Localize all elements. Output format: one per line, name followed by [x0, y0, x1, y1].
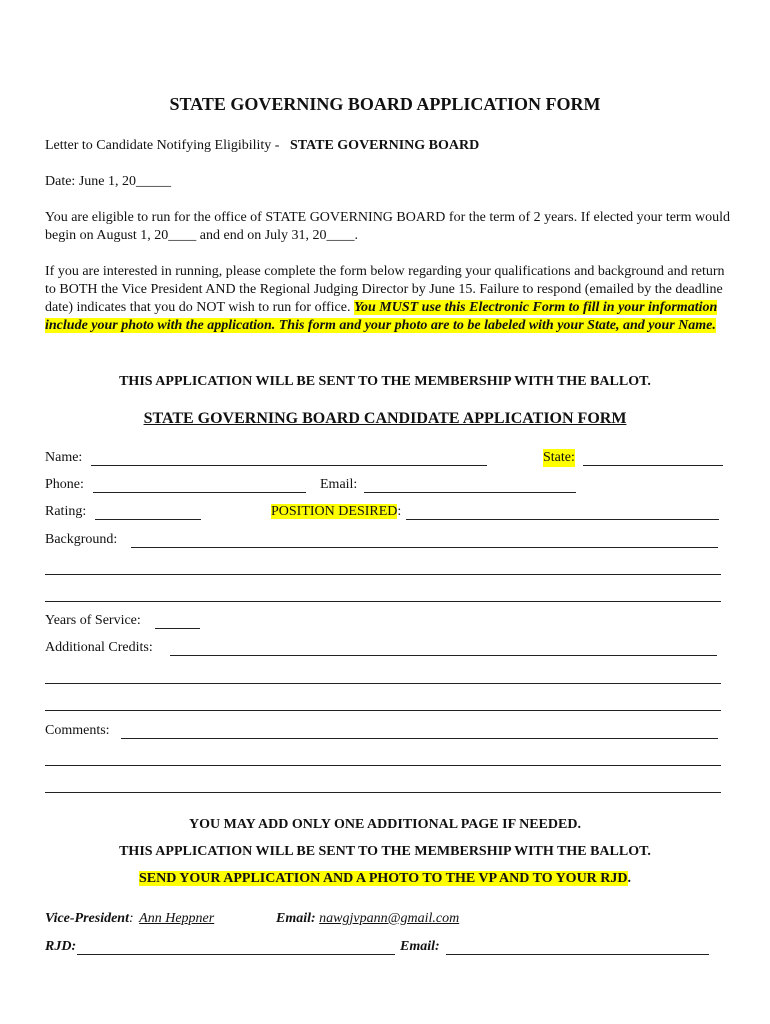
background-field-line-3[interactable] [45, 601, 721, 602]
send-notice-period: . [627, 871, 632, 886]
date-line: Date: June 1, 20_____ [45, 174, 171, 189]
letter-prefix: Letter to Candidate Notifying Eligibility - [45, 138, 280, 153]
email-label: Email: [320, 477, 358, 492]
name-field[interactable] [91, 465, 487, 466]
vp-colon: : [129, 911, 134, 926]
rjd-label: RJD: [45, 939, 77, 954]
ballot-notice-top: THIS APPLICATION WILL BE SENT TO THE MEMBERSHIP WITH THE BALLOT. [119, 374, 651, 389]
vp-label: Vice-President [45, 911, 129, 926]
send-notice-text: SEND YOUR APPLICATION AND A PHOTO TO THE VP AND TO YOUR RJD [138, 871, 628, 886]
rjd-email-field[interactable] [446, 954, 709, 955]
comments-field-line-3[interactable] [45, 792, 721, 793]
vp-email-label: Email: [276, 911, 316, 926]
position-colon: : [397, 504, 402, 519]
comments-field-line-2[interactable] [45, 765, 721, 766]
years-label: Years of Service: [45, 613, 141, 628]
instructions-highlight: You MUST use this Electronic Form to fill in your information include your photo with the application. This form and your photo are to be labeled with your State, and your Name. [45, 300, 718, 333]
position-label-text: POSITION DESIRED [271, 504, 398, 519]
state-label: State: [543, 450, 575, 465]
years-field[interactable] [155, 628, 200, 629]
comments-field-line-1[interactable] [121, 738, 718, 739]
credits-field-line-2[interactable] [45, 683, 721, 684]
phone-label: Phone: [45, 477, 84, 492]
vp-contact [45, 910, 214, 928]
form-title: STATE GOVERNING BOARD APPLICATION FORM [169, 94, 601, 114]
position-label [271, 503, 401, 521]
rjd-field[interactable] [77, 954, 395, 955]
vp-email-line [276, 910, 459, 928]
vp-email-link[interactable]: nawgjvpann@gmail.com [319, 911, 460, 926]
state-field[interactable] [583, 465, 723, 466]
phone-field[interactable] [93, 492, 306, 493]
background-field-line-1[interactable] [131, 547, 718, 548]
send-notice [0, 870, 770, 888]
credits-field-line-3[interactable] [45, 710, 721, 711]
letter-line [45, 137, 479, 155]
credits-field-line-1[interactable] [170, 655, 717, 656]
rating-field[interactable] [95, 519, 201, 520]
instructions-text: If you are interested in running, please complete the form below regarding your qualifications and background and return to BOTH the Vice President AND the Regional Judging Director by June 15. Failure to respond (emailed by the deadline date) indicates that you do NOT wish to run for office. [45, 264, 725, 315]
email-field[interactable] [364, 492, 576, 493]
one-page-notice: YOU MAY ADD ONLY ONE ADDITIONAL PAGE IF NEEDED. [189, 817, 581, 832]
credits-label: Additional Credits: [45, 640, 153, 655]
letter-board-name: STATE GOVERNING BOARD [289, 138, 480, 153]
rjd-email-label: Email: [400, 939, 440, 954]
eligibility-paragraph: You are eligible to run for the office of STATE GOVERNING BOARD for the term of 2 years. If elected your term would begin on August 1, 20____ and end on July 31, 20____. [45, 210, 730, 243]
background-field-line-2[interactable] [45, 574, 721, 575]
position-field[interactable] [406, 519, 719, 520]
comments-label: Comments: [45, 723, 110, 738]
instructions-paragraph [45, 263, 735, 335]
vp-name: Ann Heppner [139, 911, 215, 926]
ballot-notice-bottom: THIS APPLICATION WILL BE SENT TO THE MEMBERSHIP WITH THE BALLOT. [119, 844, 651, 859]
section-title: STATE GOVERNING BOARD CANDIDATE APPLICATION FORM [143, 410, 627, 427]
name-label: Name: [45, 450, 83, 465]
background-label: Background: [45, 532, 118, 547]
rating-label: Rating: [45, 504, 87, 519]
